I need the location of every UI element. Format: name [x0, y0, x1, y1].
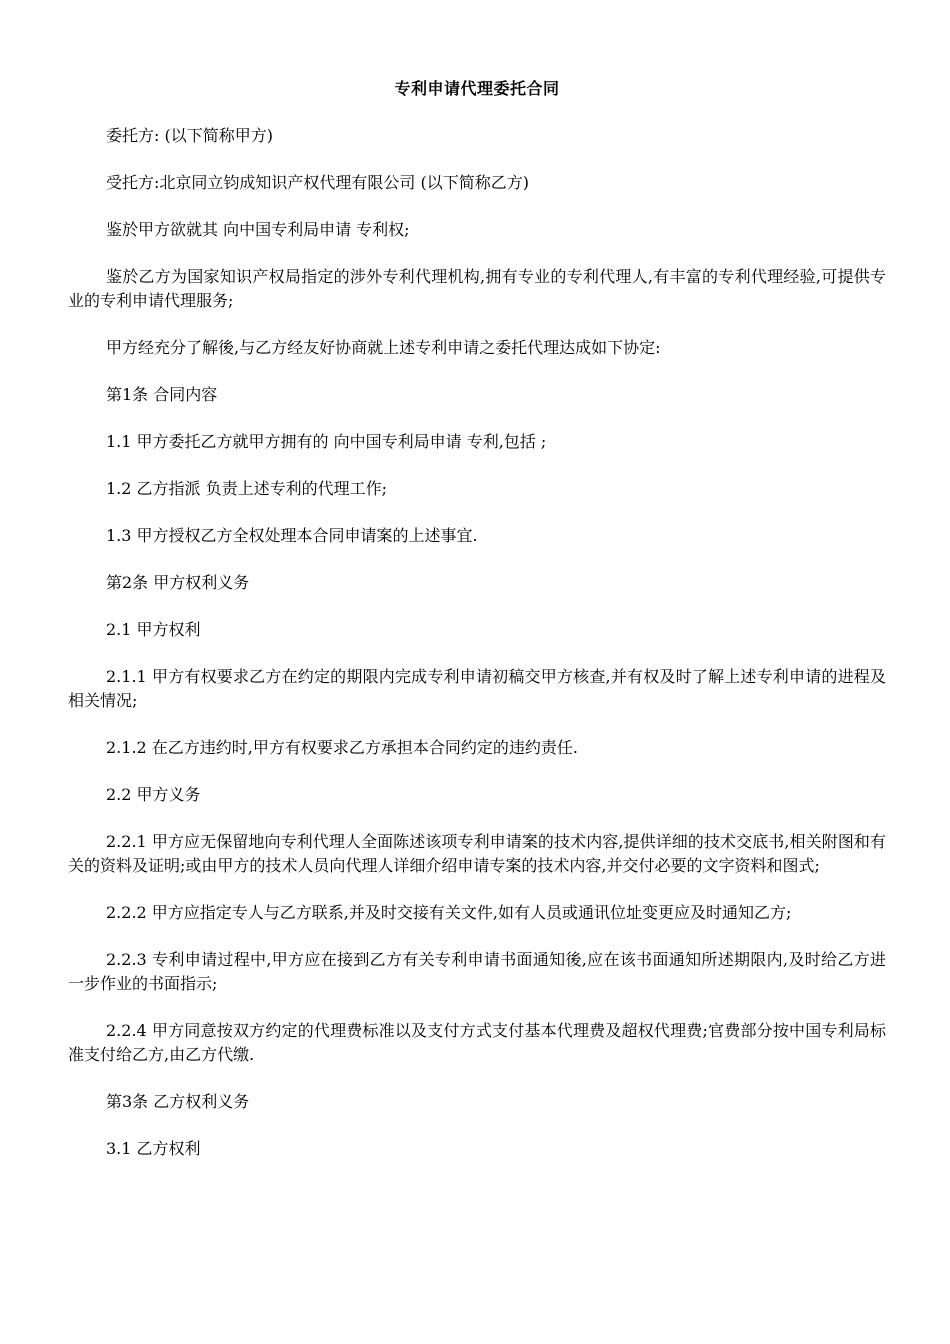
paragraph-agreement: 甲方经充分了解後,与乙方经友好协商就上述专利申请之委托代理达成如下协定: [106, 338, 661, 357]
clause-1-3: 1.3 甲方授权乙方全权处理本合同申请案的上述事宜. [106, 526, 478, 545]
article-2-heading: 第2条 甲方权利义务 [106, 573, 250, 592]
paragraph-agent: 受托方:北京同立钧成知识产权代理有限公司 (以下简称乙方) [106, 173, 529, 192]
paragraph-client: 委托方: (以下简称甲方) [106, 126, 273, 145]
clause-2-1-2: 2.1.2 在乙方违约时,甲方有权要求乙方承担本合同约定的违约责任. [106, 738, 578, 757]
document-page [68, 78, 886, 1184]
paragraph-whereas-agent: 鉴於乙方为国家知识产权局指定的涉外专利代理机构,拥有专业的专利代理人,有丰富的专利代理经验,可提供专业的专利申请代理服务; [68, 267, 886, 310]
document-title: 专利申请代理委托合同 [394, 79, 560, 98]
clause-2-2-1: 2.2.1 甲方应无保留地向专利代理人全面陈述该项专利申请案的技术内容,提供详细的技术交底书,相关附图和有关的资料及证明;或由甲方的技术人员向代理人详细介绍申请专案的技术内容,并交付必要的文字资料和图式; [68, 832, 886, 875]
clause-2-1-1: 2.1.1 甲方有权要求乙方在约定的期限内完成专利申请初稿交甲方核查,并有权及时了解上述专利申请的进程及相关情况; [68, 667, 886, 710]
clause-2-2-2: 2.2.2 甲方应指定专人与乙方联系,并及时交接有关文件,如有人员或通讯位址变更应及时通知乙方; [106, 903, 792, 922]
article-1-heading: 第1条 合同内容 [106, 385, 218, 404]
clause-2-2-3: 2.2.3 专利申请过程中,甲方应在接到乙方有关专利申请书面通知後,应在该书面通知所述期限内,及时给乙方进一步作业的书面指示; [68, 950, 886, 993]
clause-2-2-4: 2.2.4 甲方同意按双方约定的代理费标准以及支付方式支付基本代理费及超权代理费;官费部分按中国专利局标准支付给乙方,由乙方代缴. [68, 1021, 886, 1064]
clause-2-2: 2.2 甲方义务 [106, 785, 201, 804]
clause-2-1: 2.1 甲方权利 [106, 620, 201, 639]
paragraph-whereas-client: 鉴於甲方欲就其 向中国专利局申请 专利权; [106, 220, 410, 239]
article-3-heading: 第3条 乙方权利义务 [106, 1092, 250, 1111]
clause-1-2: 1.2 乙方指派 负责上述专利的代理工作; [106, 479, 388, 498]
clause-1-1: 1.1 甲方委托乙方就甲方拥有的 向中国专利局申请 专利,包括 ; [106, 432, 547, 451]
clause-3-1: 3.1 乙方权利 [106, 1139, 201, 1158]
